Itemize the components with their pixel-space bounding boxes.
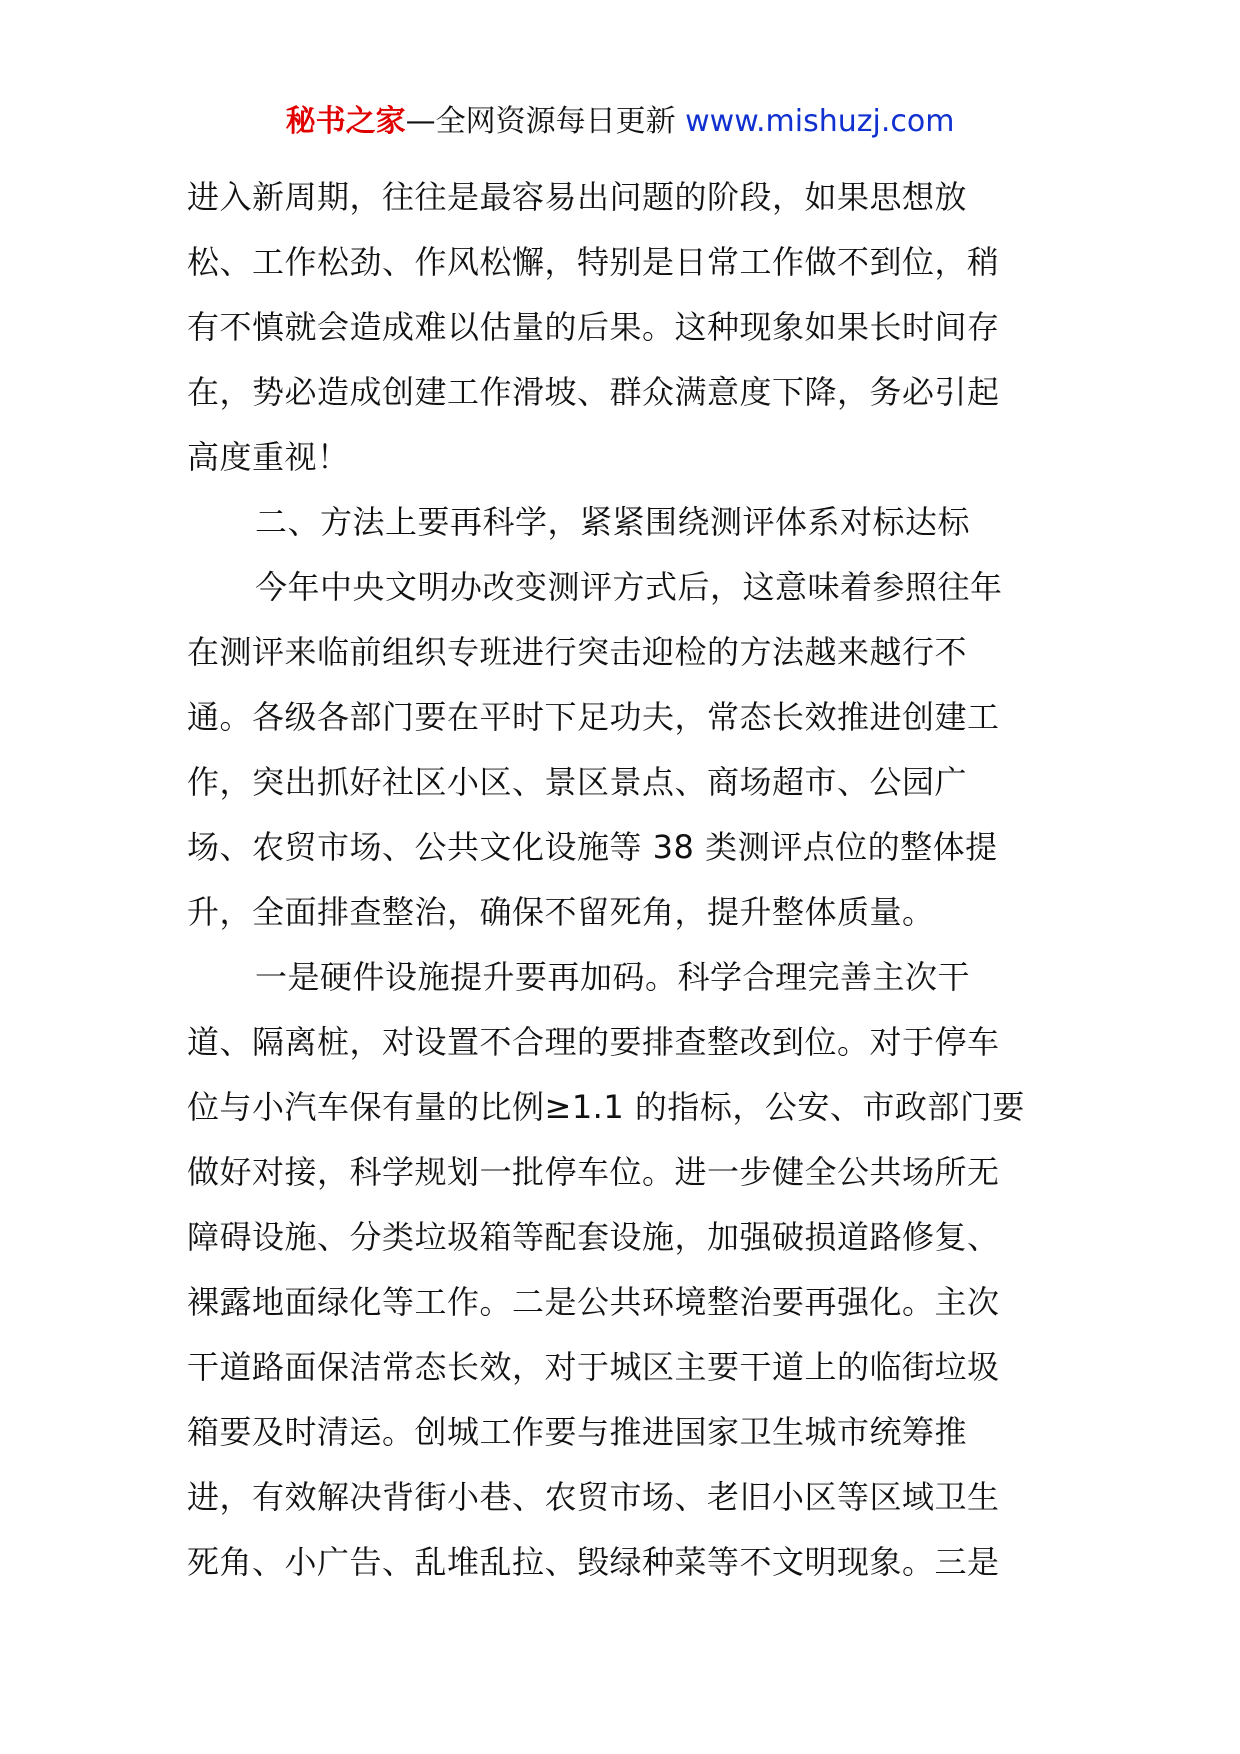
text-line: 今年中央文明办改变测评方式后，这意味着参照往年 — [255, 568, 1003, 606]
text-line: 场、农贸市场、公共文化设施等 38 类测评点位的整体提 — [187, 828, 998, 866]
text-line: 障碍设施、分类垃圾箱等配套设施，加强破损道路修复、 — [187, 1218, 1000, 1256]
text-line: 升，全面排查整治，确保不留死角，提升整体质量。 — [187, 893, 935, 931]
text-line: 作，突出抓好社区小区、景区景点、商场超市、公园广 — [187, 763, 968, 801]
section-heading: 二、方法上要再科学，紧紧围绕测评体系对标达标 — [255, 503, 971, 541]
text-line: 进，有效解决背街小巷、农贸市场、老旧小区等区域卫生 — [187, 1478, 1000, 1516]
text-line: 干道路面保洁常态长效，对于城区主要干道上的临街垃圾 — [187, 1348, 1000, 1386]
text-line: 裸露地面绿化等工作。二是公共环境整治要再强化。主次 — [187, 1283, 1000, 1321]
body-text — [187, 165, 1057, 1595]
text-line: 高度重视！ — [187, 438, 350, 476]
text-line: 在测评来临前组织专班进行突击迎检的方法越来越行不 — [187, 633, 968, 671]
text-line: 一是硬件设施提升要再加码。科学合理完善主次干 — [255, 958, 971, 996]
text-line: 做好对接，科学规划一批停车位。进一步健全公共场所无 — [187, 1153, 1000, 1191]
text-line: 死角、小广告、乱堆乱拉、毁绿种菜等不文明现象。三是 — [187, 1543, 1000, 1581]
text-line: 箱要及时清运。创城工作要与推进国家卫生城市统筹推 — [187, 1413, 968, 1451]
website-link[interactable]: www.mishuzj.com — [685, 104, 955, 139]
brand-name: 秘书之家 — [285, 104, 406, 139]
header-tagline: —全网资源每日更新 — [405, 104, 686, 139]
text-line: 进入新周期，往往是最容易出问题的阶段，如果思想放 — [187, 178, 968, 216]
text-line: 通。各级各部门要在平时下足功夫，常态长效推进创建工 — [187, 698, 1000, 736]
text-line: 在，势必造成创建工作滑坡、群众满意度下降，务必引起 — [187, 373, 1000, 411]
text-line: 松、工作松劲、作风松懈，特别是日常工作做不到位，稍 — [187, 243, 1000, 281]
page-header — [0, 102, 1240, 142]
text-line: 有不慎就会造成难以估量的后果。这种现象如果长时间存 — [187, 308, 1000, 346]
text-line: 道、隔离桩，对设置不合理的要排查整改到位。对于停车 — [187, 1023, 1000, 1061]
text-line: 位与小汽车保有量的比例≥1.1 的指标，公安、市政部门要 — [187, 1088, 1025, 1126]
